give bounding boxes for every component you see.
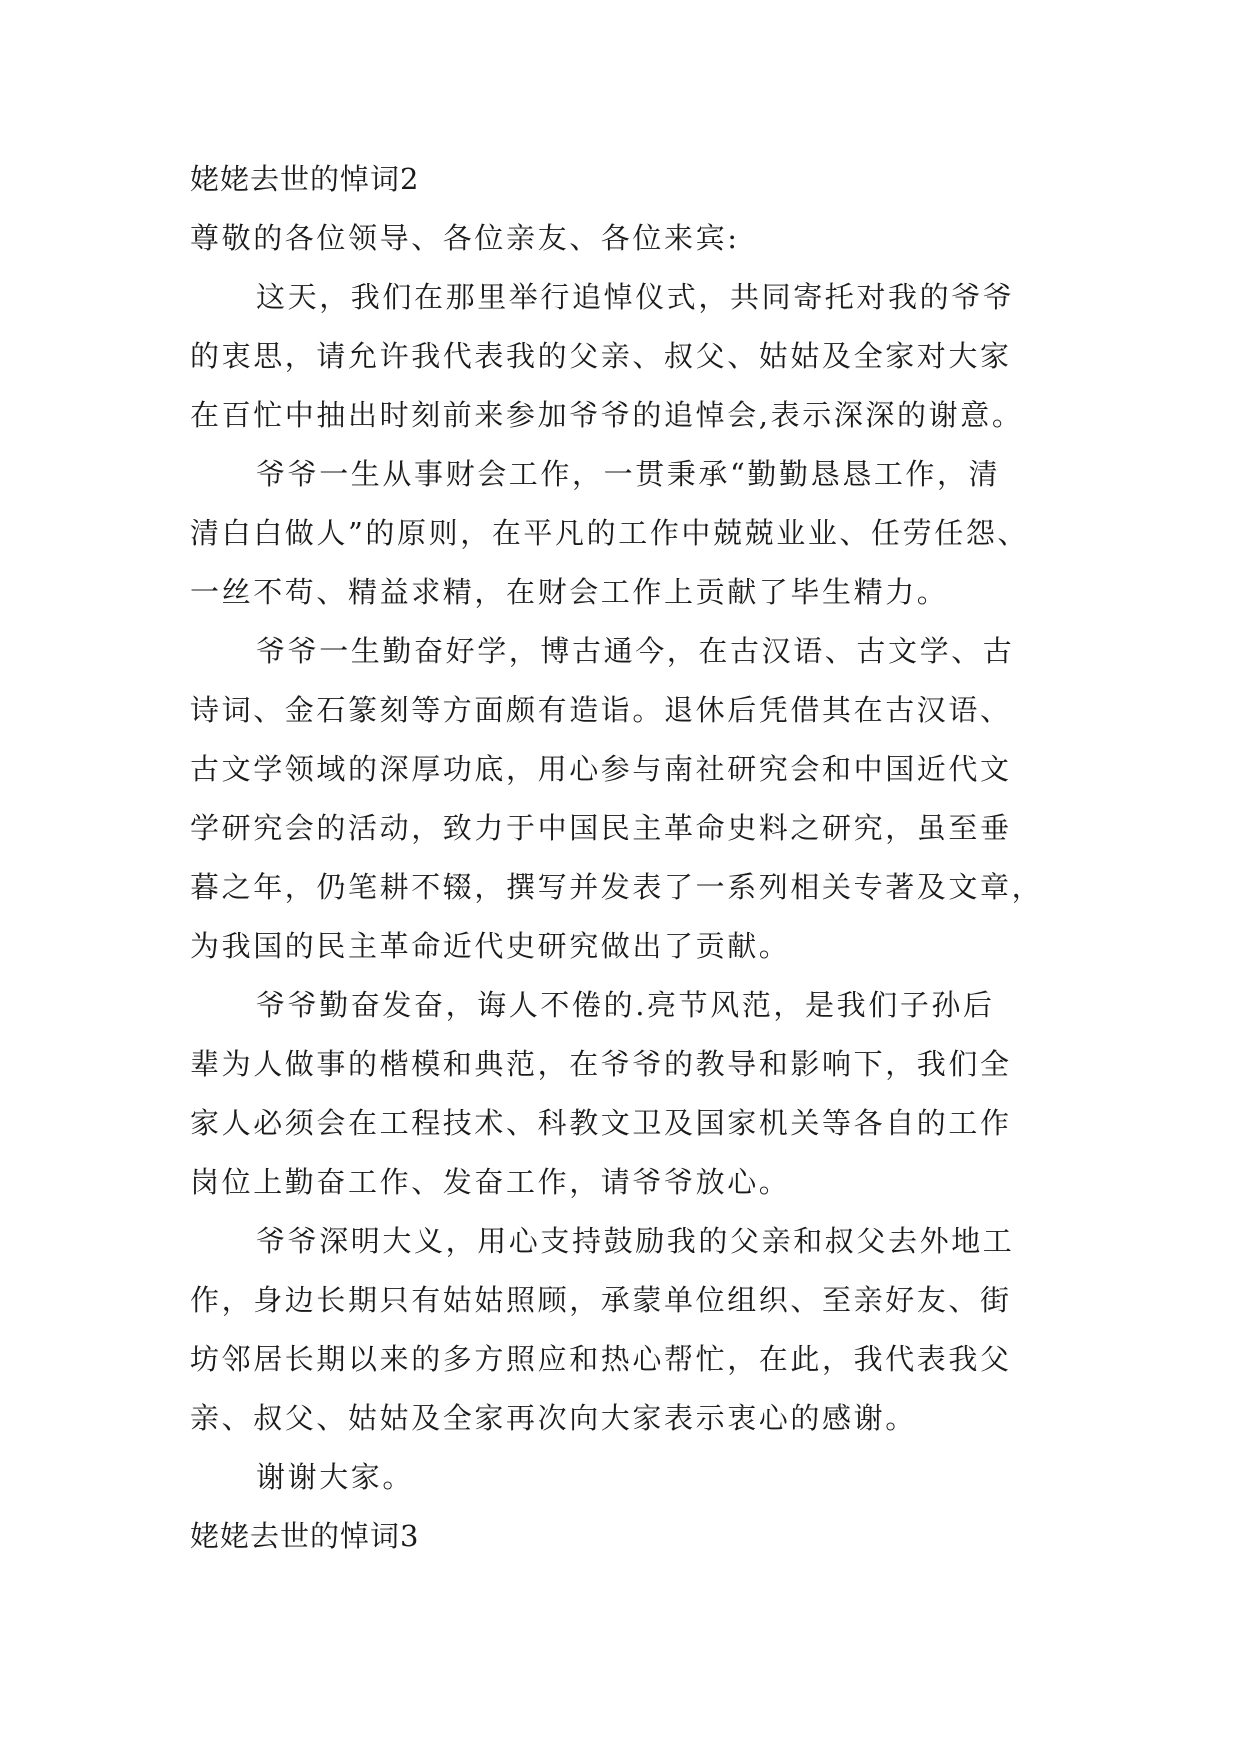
paragraph-line: 岗位上勤奋工作、发奋工作，请爷爷放心。 (190, 1165, 791, 1199)
paragraph-line: 这天，我们在那里举行追悼仪式，共同寄托对我的爷爷 (256, 280, 1015, 314)
paragraph (190, 976, 1070, 1212)
paragraph-line: 暮之年，仍笔耕不辍，撰写并发表了一系列相关专著及文章， (190, 870, 1044, 904)
paragraph-line: 爷爷一生勤奋好学，博古通今，在古汉语、古文学、古 (256, 634, 1015, 668)
section-title: 姥姥去世的悼词2 (190, 162, 420, 196)
paragraph-line: 谢谢大家。 (256, 1460, 415, 1494)
paragraph-line: 辈为人做事的楷模和典范，在爷爷的教导和影响下，我们全 (190, 1047, 1012, 1081)
paragraph (190, 1212, 1070, 1448)
paragraph-line: 爷爷勤奋发奋，诲人不倦的.亮节风范，是我们子孙后 (256, 988, 995, 1022)
paragraph (190, 268, 1070, 445)
paragraph-line: 古文学领域的深厚功底，用心参与南社研究会和中国近代文 (190, 752, 1012, 786)
section-title: 姥姥去世的悼词3 (190, 1519, 420, 1553)
paragraph-line: 在百忙中抽出时刻前来参加爷爷的追悼会,表示深深的谢意。 (190, 398, 1024, 432)
paragraph-line: 清白白做人”的原则，在平凡的工作中兢兢业业、任劳任怨、 (190, 516, 1030, 550)
paragraph-line: 诗词、金石篆刻等方面颇有造诣。退休后凭借其在古汉语、 (190, 693, 1012, 727)
paragraph-line: 家人必须会在工程技术、科教文卫及国家机关等各自的工作 (190, 1106, 1012, 1140)
paragraph-line: 作，身边长期只有姑姑照顾，承蒙单位组织、至亲好友、街 (190, 1283, 1012, 1317)
paragraph (190, 1448, 1070, 1507)
document-body (190, 150, 1070, 1566)
paragraph-line: 亲、叔父、姑姑及全家再次向大家表示衷心的感谢。 (190, 1401, 917, 1435)
paragraph (190, 622, 1070, 976)
paragraph-line: 学研究会的活动，致力于中国民主革命史料之研究，虽至垂 (190, 811, 1012, 845)
paragraph (190, 445, 1070, 622)
paragraph-line: 一丝不苟、精益求精，在财会工作上贡献了毕生精力。 (190, 575, 949, 609)
paragraph-line: 坊邻居长期以来的多方照应和热心帮忙，在此，我代表我父 (190, 1342, 1012, 1376)
paragraph-line: 爷爷深明大义，用心支持鼓励我的父亲和叔父去外地工 (256, 1224, 1015, 1258)
paragraph-line: 的衷思，请允许我代表我的父亲、叔父、姑姑及全家对大家 (190, 339, 1012, 373)
salutation: 尊敬的各位领导、各位亲友、各位来宾: (190, 221, 740, 255)
paragraph-line: 为我国的民主革命近代史研究做出了贡献。 (190, 929, 791, 963)
paragraph-line: 爷爷一生从事财会工作，一贯秉承“勤勤恳恳工作，清 (256, 457, 1001, 491)
